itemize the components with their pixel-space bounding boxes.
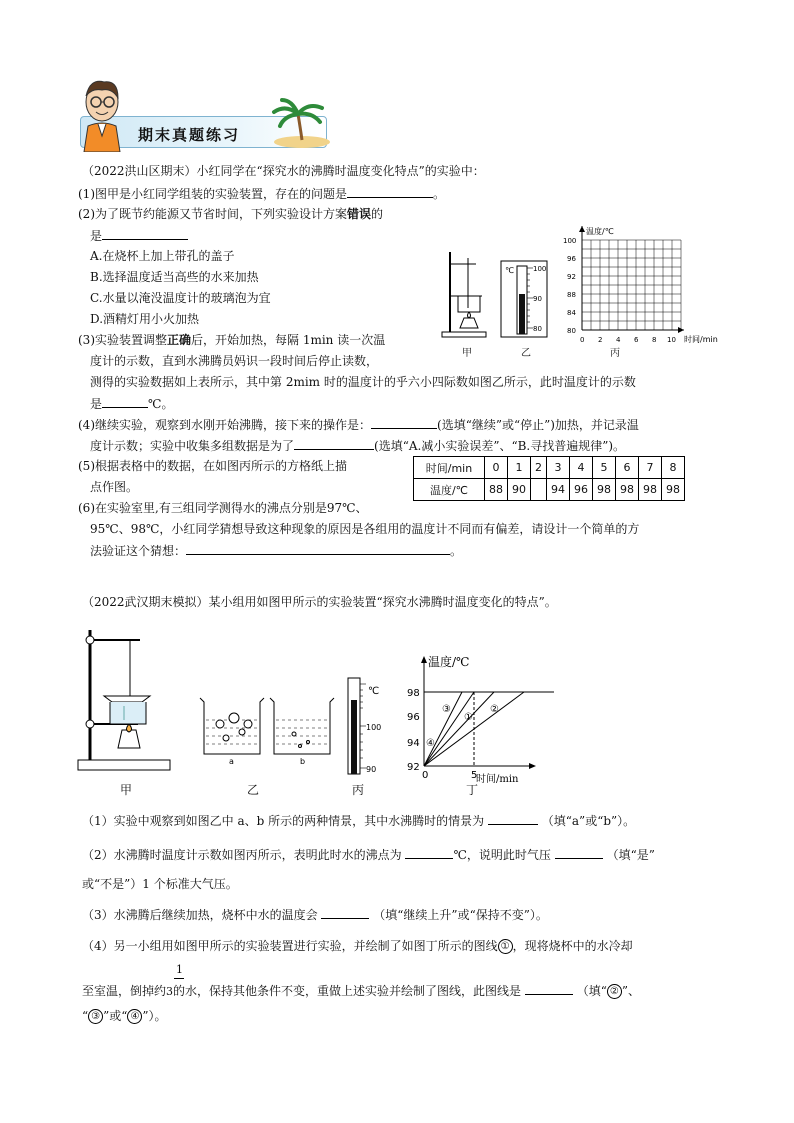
table-row-temp xyxy=(414,479,685,501)
table-cell: 7 xyxy=(639,457,662,479)
answer-blank[interactable] xyxy=(321,906,369,919)
q2-graph-figure xyxy=(400,652,560,784)
table-cell: 0 xyxy=(485,457,508,479)
q2-part1 xyxy=(82,812,635,829)
q1-part3-text-a: (3)实验装置调整 xyxy=(78,333,167,347)
q1-part6-line2: 95℃、98℃，小红同学猜想导致这种现象的原因是各组用的温度计不同而有偏差，请设计一个简单的方 xyxy=(90,522,640,536)
table-cell: 88 xyxy=(485,479,508,501)
option-c: C.水量以淹没温度计的玻璃泡为宜 xyxy=(90,291,271,305)
q2-part2-text-b: ℃，说明此时气压 xyxy=(453,848,551,862)
q2-part4-line3 xyxy=(82,1008,167,1024)
table-cell: 2 xyxy=(531,457,547,479)
beaker-label-b: b xyxy=(300,757,306,766)
q1-part2-line2-text: 是 xyxy=(90,229,103,243)
fig-label-ding: 丁 xyxy=(466,783,479,797)
option-d: D.酒精灯用小火加热 xyxy=(90,312,200,326)
table-cell: 8 xyxy=(662,457,685,479)
q1-part4-line2 xyxy=(90,437,625,454)
q2-part4 xyxy=(82,938,633,954)
answer-blank[interactable] xyxy=(347,185,433,198)
fig-label-bing: 丙 xyxy=(610,348,620,359)
q2-part3 xyxy=(82,906,548,923)
q2-part4-line2 xyxy=(82,982,640,1000)
fraction-bar xyxy=(174,978,184,979)
q1-apparatus-figure xyxy=(440,248,490,360)
q1-part4-text-b: (选填“继续”或“停止”)加热，并记录温 xyxy=(437,418,639,432)
curve-label-3: ③ xyxy=(442,704,451,715)
q2-apparatus-figure xyxy=(74,626,174,776)
circled-2: ② xyxy=(607,984,622,999)
q1-part2-bold: 错误 xyxy=(347,207,372,221)
q1-thermometer-figure xyxy=(500,260,548,338)
fig-label-yi: 乙 xyxy=(521,348,531,359)
q2-thermometer-figure xyxy=(344,676,388,776)
q1-part6-line3 xyxy=(90,542,462,559)
q2-part2-text-a: （2）水沸腾时温度计示数如图丙所示，表明此时水的沸点为 xyxy=(82,848,402,862)
q1-part3-line3: 测得的实验数据如上表所示，其中第 2mim 时的温度计的乎六小四际数如图乙所示，此时温度计的示数 xyxy=(90,375,636,389)
q1-part5-line2: 点作图。 xyxy=(90,480,139,494)
grid-xlabel: 时间/min xyxy=(684,335,718,344)
table-cell: 98 xyxy=(639,479,662,501)
q1-part3-line2: 度计的示数，直到水沸腾员妈识一段时间后停止读数， xyxy=(90,354,379,368)
q2-part4-line3-text-a: “ xyxy=(82,1009,89,1023)
graph-x-tick: 0 xyxy=(422,770,429,781)
thermo-tick: 100 xyxy=(533,265,547,273)
circled-3: ③ xyxy=(88,1009,103,1024)
thermo-tick: 90 xyxy=(366,765,377,774)
fraction-denominator: 3 xyxy=(166,985,174,998)
q1-part2-text: (2)为了既节约能源又节省时间，下列实验设计方案 xyxy=(78,207,347,221)
grid-x-tick: 8 xyxy=(652,336,657,344)
q1-part1-end: 。 xyxy=(433,187,446,201)
table-cell: 98 xyxy=(593,479,616,501)
q1-part6: (6)在实验室里,有三组同学测得水的沸点分别是97℃、 xyxy=(78,501,368,515)
q2-part4-line2-text-b: 的水，保持其他条件不变，重做上述实验并绘制了图线，此图线是 xyxy=(173,984,522,998)
graph-y-tick: 92 xyxy=(407,762,420,773)
table-cell: 90 xyxy=(508,479,531,501)
table-cell: 98 xyxy=(616,479,639,501)
table-cell: 5 xyxy=(593,457,616,479)
graph-y-tick: 98 xyxy=(407,688,420,699)
q1-part4-line2-text-a: 度计示数；实验中收集多组数据是为了 xyxy=(90,439,295,453)
curve-label-2: ② xyxy=(490,704,499,715)
graph-ylabel: 温度/℃ xyxy=(428,655,470,669)
grid-y-tick: 88 xyxy=(567,291,576,299)
q2-part2-line2: 或“不是”）1 个标准大气压。 xyxy=(82,877,238,891)
grid-x-tick: 10 xyxy=(667,336,676,344)
thermo-tick: 80 xyxy=(533,325,542,333)
table-row-time xyxy=(414,457,685,479)
data-table xyxy=(413,456,685,501)
q1-part3 xyxy=(78,332,385,348)
q2-part3-text-b: （填“继续上升”或“保持不变”）。 xyxy=(373,908,548,922)
q2-part4-line2-text-d: ”、 xyxy=(621,984,640,998)
thermo-unit: ℃ xyxy=(368,686,380,697)
answer-blank[interactable] xyxy=(186,542,450,555)
q1-grid-figure xyxy=(560,222,730,352)
q2-part2 xyxy=(82,846,655,863)
answer-blank[interactable] xyxy=(102,227,188,240)
thermo-tick: 90 xyxy=(533,295,542,303)
q2-part4-line3-text-c: ”）。 xyxy=(142,1009,167,1023)
q1-part3-line4-text: 是 xyxy=(90,397,103,411)
q1-part3-line4 xyxy=(90,395,173,412)
graph-y-tick: 96 xyxy=(407,712,420,723)
q2-part4-line3-text-b: ”或“ xyxy=(103,1009,128,1023)
q2-intro: （2022武汉期末模拟）某小组用如图甲所示的实验装置“探究水沸腾时温度变化的特点”。 xyxy=(82,595,557,609)
grid-x-tick: 6 xyxy=(634,336,639,344)
fig-label-jia: 甲 xyxy=(120,783,133,797)
table-cell: 1 xyxy=(508,457,531,479)
q1-part4 xyxy=(78,416,639,433)
q2-part4-line2-text-a: 至室温，倒掉约 xyxy=(82,984,167,998)
fig-label-jia: 甲 xyxy=(462,348,472,359)
graph-x-tick: 5 xyxy=(471,770,478,781)
fraction-numerator: 1 xyxy=(176,963,183,976)
grid-y-tick: 84 xyxy=(567,309,576,317)
q2-part1-text-a: （1）实验中观察到如图乙中 a、b 所示的两种情景，其中水沸腾时的情景为 xyxy=(82,814,485,828)
table-cell: 98 xyxy=(662,479,685,501)
table-header-temp: 温度/℃ xyxy=(414,479,485,501)
q1-part1-text: (1)图甲是小红同学组装的实验装置，存在的问题是 xyxy=(78,187,347,201)
q1-part5: (5)根据表格中的数据，在如图丙所示的方格纸上描 xyxy=(78,459,347,473)
grid-y-tick: 96 xyxy=(567,255,576,263)
answer-blank[interactable] xyxy=(405,846,453,859)
q1-part4-line2-text-b: (选填“A.减小实验误差”、“B.寻找普遍规律”)。 xyxy=(374,439,626,453)
q2-part4-text-b: ，现将烧杯中的水冷却 xyxy=(512,939,633,953)
answer-blank[interactable] xyxy=(555,846,603,859)
thermo-unit: ℃ xyxy=(505,266,514,275)
section-title: 期末真题练习 xyxy=(138,126,241,144)
table-cell: 3 xyxy=(547,457,570,479)
grid-y-tick: 92 xyxy=(567,273,576,281)
q1-part3-text-b: 后，开始加热，每隔 1min 读一次温 xyxy=(191,333,386,347)
graph-xlabel: 时间/min xyxy=(476,774,519,784)
table-header-time: 时间/min xyxy=(414,457,485,479)
grid-x-tick: 0 xyxy=(580,336,585,344)
answer-blank[interactable] xyxy=(294,437,374,450)
q1-intro: （2022洪山区期末）小红同学在“探究水的沸腾时温度变化特点”的实验中： xyxy=(82,164,485,178)
table-cell: 94 xyxy=(547,479,570,501)
fig-label-yi: 乙 xyxy=(247,783,260,797)
fig-label-bing: 丙 xyxy=(352,783,365,797)
table-cell[interactable] xyxy=(531,479,547,501)
q1-part3-bold: 正确 xyxy=(167,333,192,347)
grid-y-tick: 100 xyxy=(563,237,577,245)
q1-part6-line3-end: 。 xyxy=(450,544,463,558)
q2-part3-text-a: （3）水沸腾后继续加热，烧杯中水的温度会 xyxy=(82,908,318,922)
q2-beakers-figure xyxy=(196,694,336,766)
table-cell: 4 xyxy=(570,457,593,479)
q1-part1 xyxy=(78,185,445,202)
table-cell: 6 xyxy=(616,457,639,479)
grid-x-tick: 4 xyxy=(616,336,621,344)
q1-part3-line4-unit: ℃。 xyxy=(148,397,174,411)
thermo-tick: 100 xyxy=(366,723,382,732)
graph-y-tick: 94 xyxy=(407,738,420,749)
answer-blank[interactable] xyxy=(525,982,573,995)
answer-blank[interactable] xyxy=(371,416,437,429)
q1-part2-line2 xyxy=(90,227,188,244)
curve-label-1: ① xyxy=(464,712,473,723)
table-cell: 96 xyxy=(570,479,593,501)
circled-1: ① xyxy=(498,939,513,954)
q2-part4-text-a: （4）另一小组用如图甲所示的实验装置进行实验，并绘制了如图丁所示的图线 xyxy=(82,939,498,953)
q1-part2-end: 的 xyxy=(371,207,384,221)
q2-part2-text-c: （填“是” xyxy=(606,848,655,862)
option-b: B.选择温度适当高些的水来加热 xyxy=(90,270,259,284)
beaker-label-a: a xyxy=(229,757,234,766)
q2-part4-line2-text-c: （填“ xyxy=(576,984,607,998)
palm-tree-icon xyxy=(262,96,332,148)
q2-part1-text-b: （填“a”或“b”）。 xyxy=(541,814,636,828)
grid-y-tick: 80 xyxy=(567,327,576,335)
teacher-avatar-icon xyxy=(78,76,126,152)
q1-part2 xyxy=(78,206,383,222)
q1-part6-line3-text: 法验证这个猜想： xyxy=(90,544,187,558)
q1-part4-text-a: (4)继续实验，观察到水刚开始沸腾，接下来的操作是： xyxy=(78,418,372,432)
circled-4: ④ xyxy=(127,1009,142,1024)
answer-blank[interactable] xyxy=(488,812,538,825)
curve-label-4: ④ xyxy=(426,738,435,749)
grid-ylabel: 温度/℃ xyxy=(586,227,614,236)
answer-blank[interactable] xyxy=(102,395,148,408)
grid-x-tick: 2 xyxy=(598,336,603,344)
option-a: A.在烧杯上加上带孔的盖子 xyxy=(90,249,235,263)
